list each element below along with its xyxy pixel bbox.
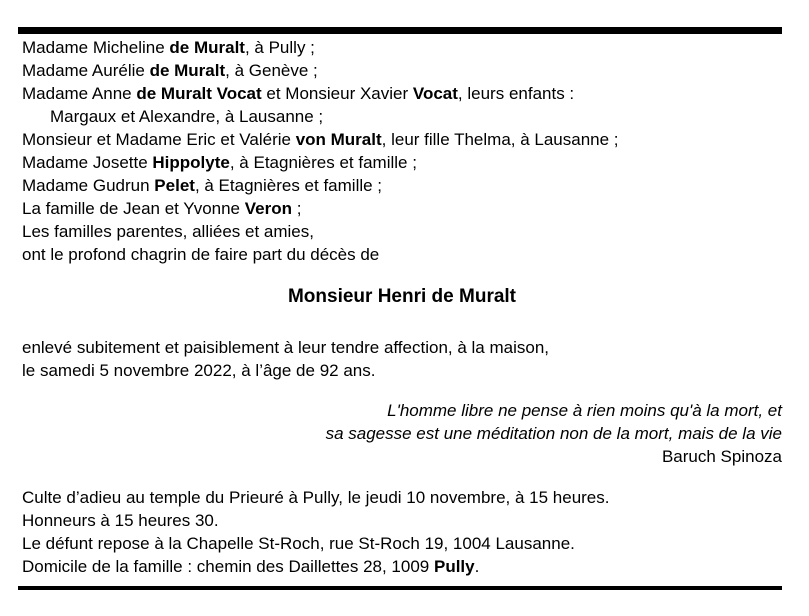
- text-segment: Madame Josette: [22, 153, 153, 172]
- family-line: [22, 197, 782, 220]
- text-segment: Madame Aurélie: [22, 61, 150, 80]
- text-segment: Domicile de la famille : chemin des Daillettes 28, 1009: [22, 557, 434, 576]
- text-segment: , leurs enfants :: [457, 84, 575, 103]
- text-segment: , à Etagnières et famille ;: [229, 153, 417, 172]
- text-segment: , leur fille Thelma, à Lausanne ;: [381, 130, 619, 149]
- text-segment: , à Genève ;: [225, 61, 318, 80]
- ceremony-line: [22, 509, 782, 532]
- emphasized-name: de Muralt: [169, 38, 245, 57]
- family-line: [22, 82, 782, 105]
- deceased-name: Monsieur Henri de Muralt: [287, 286, 517, 307]
- ceremony-line: [22, 486, 782, 509]
- emphasized-name: Veron: [244, 199, 292, 218]
- text-segment: .: [474, 557, 480, 576]
- quote-line: sa sagesse est une méditation non de la mort, mais de la vie: [325, 424, 782, 443]
- emphasized-name: von Muralt: [295, 130, 382, 149]
- quote-block: [22, 399, 782, 468]
- family-line: [22, 128, 782, 151]
- emphasized-name: de Muralt Vocat: [136, 84, 262, 103]
- emphasized-name: Hippolyte: [152, 153, 230, 172]
- text-segment: ont le profond chagrin de faire part du décès de: [22, 245, 380, 264]
- notice-content: [0, 36, 809, 578]
- text-segment: Culte d’adieu au temple du Prieuré à Pully, le jeudi 10 novembre, à 15 heures.: [22, 488, 610, 507]
- text-segment: enlevé subitement et paisiblement à leur tendre affection, à la maison,: [22, 338, 549, 357]
- text-segment: Margaux et Alexandre, à Lausanne ;: [50, 107, 324, 126]
- text-segment: Honneurs à 15 heures 30.: [22, 511, 219, 530]
- death-line: [22, 359, 782, 382]
- emphasized-name: Pully: [433, 557, 475, 576]
- ceremony-line: [22, 555, 782, 578]
- text-segment: le samedi 5 novembre 2022, à l’âge de 92 ans.: [22, 361, 376, 380]
- family-list: [22, 36, 782, 266]
- ceremony-line: [22, 532, 782, 555]
- family-line: [22, 36, 782, 59]
- emphasized-name: Pelet: [154, 176, 195, 195]
- text-segment: La famille de Jean et Yvonne: [22, 199, 245, 218]
- quote-attribution: Baruch Spinoza: [661, 447, 782, 466]
- text-segment: Madame Gudrun: [22, 176, 155, 195]
- text-segment: Madame Micheline: [22, 38, 170, 57]
- family-line: [22, 151, 782, 174]
- text-segment: Le défunt repose à la Chapelle St-Roch, rue St-Roch 19, 1004 Lausanne.: [22, 534, 575, 553]
- text-segment: Les familles parentes, alliées et amies,: [22, 222, 314, 241]
- death-line: [22, 336, 782, 359]
- family-line: [22, 220, 782, 243]
- bottom-rule: [18, 586, 782, 590]
- text-segment: , à Etagnières et famille ;: [194, 176, 383, 195]
- text-segment: Monsieur et Madame Eric et Valérie: [22, 130, 296, 149]
- family-line: [22, 243, 782, 266]
- emphasized-name: Vocat: [412, 84, 458, 103]
- death-paragraph: [22, 336, 782, 382]
- top-rule: [18, 27, 782, 34]
- emphasized-name: de Muralt: [149, 61, 226, 80]
- quote-lines: [22, 399, 782, 445]
- family-line: [22, 105, 782, 128]
- family-line: [22, 59, 782, 82]
- ceremony-block: [22, 486, 782, 578]
- text-segment: , à Pully ;: [244, 38, 315, 57]
- text-segment: ;: [292, 199, 302, 218]
- text-segment: Madame Anne: [22, 84, 137, 103]
- quote-line: L'homme libre ne pense à rien moins qu'à la mort, et: [387, 401, 782, 420]
- family-line: [22, 174, 782, 197]
- text-segment: et Monsieur Xavier: [261, 84, 413, 103]
